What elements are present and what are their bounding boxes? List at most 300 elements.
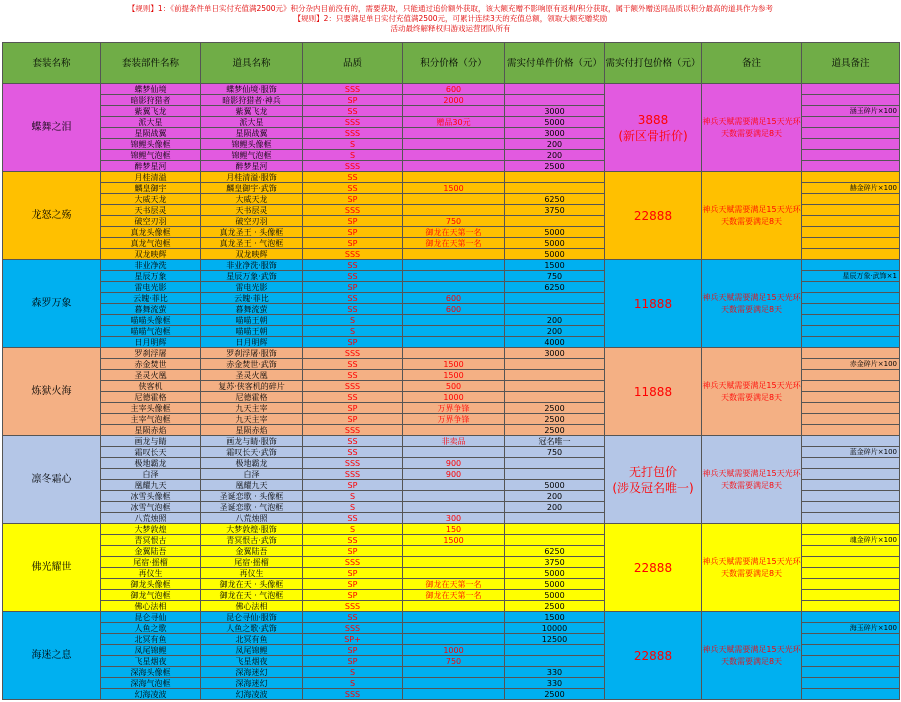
unit-price-cell: 5000 — [505, 117, 605, 128]
quality-cell: SSS — [303, 205, 403, 216]
item-note-cell — [802, 304, 900, 315]
unit-price-cell: 5000 — [505, 249, 605, 260]
part-name-cell: 日月明辉 — [101, 337, 201, 348]
remark-cell: 神兵天赋需要满足15天光环天数需要满足8天 — [702, 260, 802, 348]
quality-cell: SSS — [303, 458, 403, 469]
table-row — [3, 172, 900, 183]
set-name-cell: 凛冬霜心 — [3, 436, 101, 524]
quality-cell: S — [303, 491, 403, 502]
points-price-cell — [403, 447, 505, 458]
part-name-cell: 主宰气泡框 — [101, 414, 201, 425]
unit-price-cell: 330 — [505, 678, 605, 689]
table-row — [3, 436, 900, 447]
set-name-cell: 蝶舞之泪 — [3, 84, 101, 172]
item-name-cell: 天书层灵 — [201, 205, 303, 216]
item-name-cell: 金翼陆吾 — [201, 546, 303, 557]
points-price-cell — [403, 689, 505, 700]
unit-price-cell: 5000 — [505, 568, 605, 579]
column-header: 套装部件名称 — [101, 43, 201, 84]
item-name-cell: 大威天龙 — [201, 194, 303, 205]
points-price-cell: 150 — [403, 524, 505, 535]
part-name-cell: 月桂清溢 — [101, 172, 201, 183]
quality-cell: S — [303, 524, 403, 535]
pack-price-cell — [605, 524, 702, 612]
quality-cell: SP — [303, 337, 403, 348]
item-note-cell — [802, 634, 900, 645]
item-name-cell: 御龙在天 · 气泡框 — [201, 590, 303, 601]
item-note-cell — [802, 194, 900, 205]
quality-cell: SP — [303, 546, 403, 557]
item-name-cell: 麟皇御宇·武饰 — [201, 183, 303, 194]
column-header: 需实付单件价格（元） — [505, 43, 605, 84]
part-name-cell: 云魄·菲比 — [101, 293, 201, 304]
unit-price-cell: 750 — [505, 271, 605, 282]
pack-price-cell — [605, 348, 702, 436]
item-note-cell — [802, 227, 900, 238]
part-name-cell: 天书层灵 — [101, 205, 201, 216]
item-name-cell: 暮舞流萤 — [201, 304, 303, 315]
pack-price-cell — [605, 260, 702, 348]
part-name-cell: 昆仑寻仙 — [101, 612, 201, 623]
part-name-cell: 再仪生 — [101, 568, 201, 579]
unit-price-cell: 3750 — [505, 205, 605, 216]
unit-price-cell — [505, 392, 605, 403]
points-price-cell: 750 — [403, 216, 505, 227]
unit-price-cell — [505, 172, 605, 183]
unit-price-cell: 2500 — [505, 601, 605, 612]
unit-price-cell: 2500 — [505, 414, 605, 425]
item-name-cell: 青冥恨古·武饰 — [201, 535, 303, 546]
item-name-cell: 圣诞恋歌 · 头像框 — [201, 491, 303, 502]
unit-price-cell — [505, 458, 605, 469]
unit-price-cell: 5000 — [505, 590, 605, 601]
item-name-cell: 极地霸龙 — [201, 458, 303, 469]
pack-price-line: 22888 — [633, 208, 673, 223]
points-price-cell: 2000 — [403, 95, 505, 106]
part-name-cell: 侠客机 — [101, 381, 201, 392]
unit-price-cell: 750 — [505, 447, 605, 458]
part-name-cell: 大梦敦煌 — [101, 524, 201, 535]
points-price-cell: 御龙在天第一名 — [403, 590, 505, 601]
item-note-cell — [802, 139, 900, 150]
points-price-cell: 1500 — [403, 359, 505, 370]
quality-cell: SSS — [303, 161, 403, 172]
unit-price-cell: 200 — [505, 150, 605, 161]
item-name-cell: 罗刹浮屠·服饰 — [201, 348, 303, 359]
item-note-cell — [802, 161, 900, 172]
rule-2: 【规则】2：只要满足单日实付充值满2500元，可累计连续3天的充值总额，领取大额充赠奖励 — [293, 14, 608, 23]
unit-price-cell: 200 — [505, 315, 605, 326]
points-price-cell — [403, 623, 505, 634]
item-name-cell: 霜叹长天·武饰 — [201, 447, 303, 458]
pack-price-line: 22888 — [633, 648, 673, 663]
table-row — [3, 524, 900, 535]
item-name-cell: 昆仑寻仙·服饰 — [201, 612, 303, 623]
quality-cell: SSS — [303, 689, 403, 700]
points-price-cell: 900 — [403, 458, 505, 469]
rule-1: 【规则】1：《前提条件单日实付充值满2500元》积分杂内目前没有的，需要获取，只能通过追价额外获取，该大额充赠不影响原有返利/积分获取，属于额外赠送同品质以积分最高的道具作为参考 — [127, 4, 774, 13]
pack-price-line: 22888 — [633, 560, 673, 575]
unit-price-cell: 200 — [505, 491, 605, 502]
part-name-cell: 锦鲤头像框 — [101, 139, 201, 150]
item-name-cell: 人鱼之歌·武饰 — [201, 623, 303, 634]
part-name-cell: 北冥有鱼 — [101, 634, 201, 645]
item-name-cell: 赤金焚世·武饰 — [201, 359, 303, 370]
part-name-cell: 真龙头像框 — [101, 227, 201, 238]
unit-price-cell — [505, 359, 605, 370]
item-note-cell — [802, 425, 900, 436]
pack-price-cell — [605, 172, 702, 260]
unit-price-cell: 3000 — [505, 106, 605, 117]
points-price-cell — [403, 678, 505, 689]
item-name-cell: 复苏·侠客机的碎片 — [201, 381, 303, 392]
part-name-cell: 罗刹浮屠 — [101, 348, 201, 359]
quality-cell: SSS — [303, 117, 403, 128]
item-note-cell — [802, 117, 900, 128]
item-name-cell: 九天主宰 — [201, 403, 303, 414]
points-price-cell — [403, 172, 505, 183]
points-price-cell: 御龙在天第一名 — [403, 227, 505, 238]
item-note-cell: 蓝金碎片×100 — [802, 447, 900, 458]
part-name-cell: 圣灵火凰 — [101, 370, 201, 381]
item-name-cell: 飞星烟夜 — [201, 656, 303, 667]
part-name-cell: 冰雪头像框 — [101, 491, 201, 502]
quality-cell: SP — [303, 579, 403, 590]
points-price-cell — [403, 271, 505, 282]
part-name-cell: 星辰万象 — [101, 271, 201, 282]
points-price-cell: 300 — [403, 513, 505, 524]
item-note-cell — [802, 238, 900, 249]
points-price-cell: 900 — [403, 469, 505, 480]
quality-cell: SSS — [303, 425, 403, 436]
points-price-cell — [403, 546, 505, 557]
part-name-cell: 紫翼飞龙 — [101, 106, 201, 117]
item-name-cell: 圣灵火凰 — [201, 370, 303, 381]
set-name-cell: 森罗万象 — [3, 260, 101, 348]
part-name-cell: 暮舞流萤 — [101, 304, 201, 315]
quality-cell: SSS — [303, 557, 403, 568]
column-header: 需实付打包价格（元） — [605, 43, 702, 84]
part-name-cell: 喵喵头像框 — [101, 315, 201, 326]
points-price-cell — [403, 557, 505, 568]
quality-cell: SP — [303, 227, 403, 238]
unit-price-cell — [505, 304, 605, 315]
points-price-cell — [403, 150, 505, 161]
item-name-cell: 画龙与睛·服饰 — [201, 436, 303, 447]
points-price-cell — [403, 282, 505, 293]
quality-cell: SSS — [303, 128, 403, 139]
points-price-cell — [403, 568, 505, 579]
item-note-cell — [802, 249, 900, 260]
pack-price-cell — [605, 84, 702, 172]
quality-cell: S — [303, 678, 403, 689]
remark-cell: 神兵天赋需要满足15天光环天数需要满足8天 — [702, 524, 802, 612]
item-note-cell — [802, 403, 900, 414]
header-row — [3, 43, 900, 84]
quality-cell: S — [303, 315, 403, 326]
item-name-cell: 星辰万象·武饰 — [201, 271, 303, 282]
part-name-cell: 极地霸龙 — [101, 458, 201, 469]
table-row — [3, 84, 900, 95]
unit-price-cell: 200 — [505, 502, 605, 513]
part-name-cell: 麟皇御宇 — [101, 183, 201, 194]
pack-price-line: 11888 — [633, 296, 673, 311]
part-name-cell: 双龙映辉 — [101, 249, 201, 260]
points-price-cell: 1000 — [403, 645, 505, 656]
item-name-cell: 九天主宰 — [201, 414, 303, 425]
pack-price-cell — [605, 612, 702, 700]
quality-cell: SS — [303, 436, 403, 447]
remark-cell: 神兵天赋需要满足15天光环天数需要满足8天 — [702, 436, 802, 524]
part-name-cell: 雷电光影 — [101, 282, 201, 293]
part-name-cell: 飞星烟夜 — [101, 656, 201, 667]
pack-price-line: 3888 — [637, 112, 669, 127]
points-price-cell: 750 — [403, 656, 505, 667]
column-header: 品质 — [303, 43, 403, 84]
item-note-cell — [802, 546, 900, 557]
quality-cell: SP — [303, 590, 403, 601]
table-row — [3, 348, 900, 359]
pack-price-line: 无打包价 — [628, 464, 677, 479]
table-body — [3, 84, 900, 700]
quality-cell: SS — [303, 535, 403, 546]
item-note-cell — [802, 612, 900, 623]
unit-price-cell: 5000 — [505, 238, 605, 249]
points-price-cell: 御龙在天第一名 — [403, 238, 505, 249]
points-price-cell — [403, 634, 505, 645]
points-price-cell — [403, 194, 505, 205]
unit-price-cell: 200 — [505, 326, 605, 337]
quality-cell: SSS — [303, 249, 403, 260]
quality-cell: S — [303, 502, 403, 513]
quality-cell: SS — [303, 370, 403, 381]
part-name-cell: 人鱼之歌 — [101, 623, 201, 634]
quality-cell: S — [303, 139, 403, 150]
part-name-cell: 幻海凌波 — [101, 689, 201, 700]
quality-cell: SP — [303, 568, 403, 579]
item-name-cell: 蝶梦仙境·服饰 — [201, 84, 303, 95]
unit-price-cell: 6250 — [505, 282, 605, 293]
remark-cell: 神兵天赋需要满足15天光环天数需要满足8天 — [702, 348, 802, 436]
item-name-cell: 暗影狩猎者·神兵 — [201, 95, 303, 106]
column-header: 道具名称 — [201, 43, 303, 84]
part-name-cell: 破空刃羽 — [101, 216, 201, 227]
points-price-cell: 1000 — [403, 392, 505, 403]
item-note-cell — [802, 315, 900, 326]
part-name-cell: 星陨战翼 — [101, 128, 201, 139]
unit-price-cell — [505, 84, 605, 95]
unit-price-cell: 冠名唯一 — [505, 436, 605, 447]
quality-cell: SSS — [303, 381, 403, 392]
quality-cell: SS — [303, 172, 403, 183]
part-name-cell: 金翼陆吾 — [101, 546, 201, 557]
unit-price-cell — [505, 535, 605, 546]
item-note-cell: 星辰万象·武饰×1 — [802, 271, 900, 282]
quality-cell: SS — [303, 304, 403, 315]
quality-cell: SP — [303, 282, 403, 293]
unit-price-cell: 6250 — [505, 194, 605, 205]
item-note-cell — [802, 502, 900, 513]
unit-price-cell: 12500 — [505, 634, 605, 645]
quality-cell: SS — [303, 392, 403, 403]
remark-cell: 神兵天赋需要满足15天光环天数需要满足8天 — [702, 612, 802, 700]
quality-cell: SS — [303, 183, 403, 194]
item-name-cell: 雷电光影 — [201, 282, 303, 293]
column-header: 积分价格（分） — [403, 43, 505, 84]
points-price-cell — [403, 337, 505, 348]
item-note-cell — [802, 84, 900, 95]
quality-cell: SP — [303, 95, 403, 106]
unit-price-cell: 2500 — [505, 161, 605, 172]
points-price-cell — [403, 667, 505, 678]
item-note-cell — [802, 282, 900, 293]
item-name-cell: 佛心法相 — [201, 601, 303, 612]
item-name-cell: 派大星 — [201, 117, 303, 128]
item-note-cell: 魂金碎片×100 — [802, 535, 900, 546]
rules-notes — [0, 0, 901, 42]
points-price-cell — [403, 601, 505, 612]
item-name-cell: 八荒烛照 — [201, 513, 303, 524]
part-name-cell: 暗影狩猎者 — [101, 95, 201, 106]
unit-price-cell — [505, 645, 605, 656]
quality-cell: S — [303, 150, 403, 161]
quality-cell: SS — [303, 271, 403, 282]
item-name-cell: 破空刃羽 — [201, 216, 303, 227]
item-note-cell — [802, 392, 900, 403]
item-note-cell: 海玉碎片×100 — [802, 623, 900, 634]
item-note-cell — [802, 579, 900, 590]
points-price-cell: 600 — [403, 84, 505, 95]
item-note-cell — [802, 348, 900, 359]
unit-price-cell: 10000 — [505, 623, 605, 634]
item-note-cell — [802, 128, 900, 139]
unit-price-cell — [505, 183, 605, 194]
part-name-cell: 凤尾锦鲤 — [101, 645, 201, 656]
unit-price-cell: 1500 — [505, 260, 605, 271]
pack-price-line: (涉及冠名唯一) — [612, 480, 694, 495]
quality-cell: SP — [303, 480, 403, 491]
item-note-cell — [802, 216, 900, 227]
points-price-cell — [403, 502, 505, 513]
item-note-cell — [802, 205, 900, 216]
quality-cell: SS — [303, 293, 403, 304]
item-note-cell — [802, 491, 900, 502]
pack-price-cell — [605, 436, 702, 524]
unit-price-cell — [505, 293, 605, 304]
item-name-cell: 非业净洗·服饰 — [201, 260, 303, 271]
quality-cell: SSS — [303, 348, 403, 359]
part-name-cell: 深海头像框 — [101, 667, 201, 678]
item-note-cell — [802, 414, 900, 425]
item-note-cell — [802, 260, 900, 271]
unit-price-cell — [505, 469, 605, 480]
part-name-cell: 御龙气泡框 — [101, 590, 201, 601]
item-note-cell — [802, 557, 900, 568]
item-name-cell: 醉梦星河 — [201, 161, 303, 172]
item-name-cell: 深海迷幻 — [201, 678, 303, 689]
quality-cell: S — [303, 667, 403, 678]
quality-cell: SS — [303, 359, 403, 370]
item-name-cell: 幻海凌波 — [201, 689, 303, 700]
item-name-cell: 喵喵王朝 — [201, 326, 303, 337]
points-price-cell — [403, 249, 505, 260]
column-header: 道具备注 — [802, 43, 900, 84]
item-name-cell: 再仪生 — [201, 568, 303, 579]
table-row — [3, 260, 900, 271]
points-price-cell: 600 — [403, 293, 505, 304]
quality-cell: SS — [303, 260, 403, 271]
pack-price-line: 11888 — [633, 384, 673, 399]
item-note-cell — [802, 590, 900, 601]
part-name-cell: 赤金焚世 — [101, 359, 201, 370]
item-name-cell: 白泽 — [201, 469, 303, 480]
remark-cell: 神兵天赋需要满足15天光环天数需要满足8天 — [702, 84, 802, 172]
remark-cell: 神兵天赋需要满足15天光环天数需要满足8天 — [702, 172, 802, 260]
points-price-cell — [403, 491, 505, 502]
points-price-cell — [403, 612, 505, 623]
points-price-cell — [403, 139, 505, 150]
part-name-cell: 蝶梦仙境 — [101, 84, 201, 95]
part-name-cell: 深海气泡框 — [101, 678, 201, 689]
points-price-cell — [403, 128, 505, 139]
item-name-cell: 双龙映辉 — [201, 249, 303, 260]
item-name-cell: 真龙圣王 · 头像框 — [201, 227, 303, 238]
quality-cell: SSS — [303, 623, 403, 634]
unit-price-cell — [505, 216, 605, 227]
part-name-cell: 佛心法相 — [101, 601, 201, 612]
item-note-cell — [802, 689, 900, 700]
quality-cell: SP — [303, 645, 403, 656]
item-name-cell: 尼德霍格 — [201, 392, 303, 403]
unit-price-cell: 2500 — [505, 403, 605, 414]
points-price-cell — [403, 106, 505, 117]
points-price-cell: 1500 — [403, 535, 505, 546]
part-name-cell: 真龙气泡框 — [101, 238, 201, 249]
points-price-cell: 御龙在天第一名 — [403, 579, 505, 590]
quality-cell: SSS — [303, 84, 403, 95]
unit-price-cell: 3000 — [505, 128, 605, 139]
item-note-cell — [802, 326, 900, 337]
quality-cell: SP — [303, 194, 403, 205]
quality-cell: SP — [303, 656, 403, 667]
unit-price-cell — [505, 370, 605, 381]
unit-price-cell: 3000 — [505, 348, 605, 359]
unit-price-cell: 1500 — [505, 612, 605, 623]
quality-cell: S — [303, 326, 403, 337]
points-price-cell — [403, 480, 505, 491]
item-note-cell — [802, 469, 900, 480]
item-note-cell — [802, 172, 900, 183]
points-price-cell — [403, 425, 505, 436]
unit-price-cell: 330 — [505, 667, 605, 678]
item-name-cell: 御龙在天 · 头像框 — [201, 579, 303, 590]
item-name-cell: 紫翼飞龙 — [201, 106, 303, 117]
item-note-cell — [802, 601, 900, 612]
item-name-cell: 云魄·菲比 — [201, 293, 303, 304]
points-price-cell — [403, 205, 505, 216]
item-note-cell — [802, 656, 900, 667]
points-price-cell: 赠品30元 — [403, 117, 505, 128]
unit-price-cell: 5000 — [505, 579, 605, 590]
points-price-cell — [403, 315, 505, 326]
points-price-cell — [403, 326, 505, 337]
points-price-cell: 万界争锋 — [403, 403, 505, 414]
unit-price-cell — [505, 95, 605, 106]
item-note-cell — [802, 678, 900, 689]
item-name-cell: 锦鲤气泡框 — [201, 150, 303, 161]
item-name-cell: 凤尾锦鲤 — [201, 645, 303, 656]
quality-cell: SP — [303, 216, 403, 227]
